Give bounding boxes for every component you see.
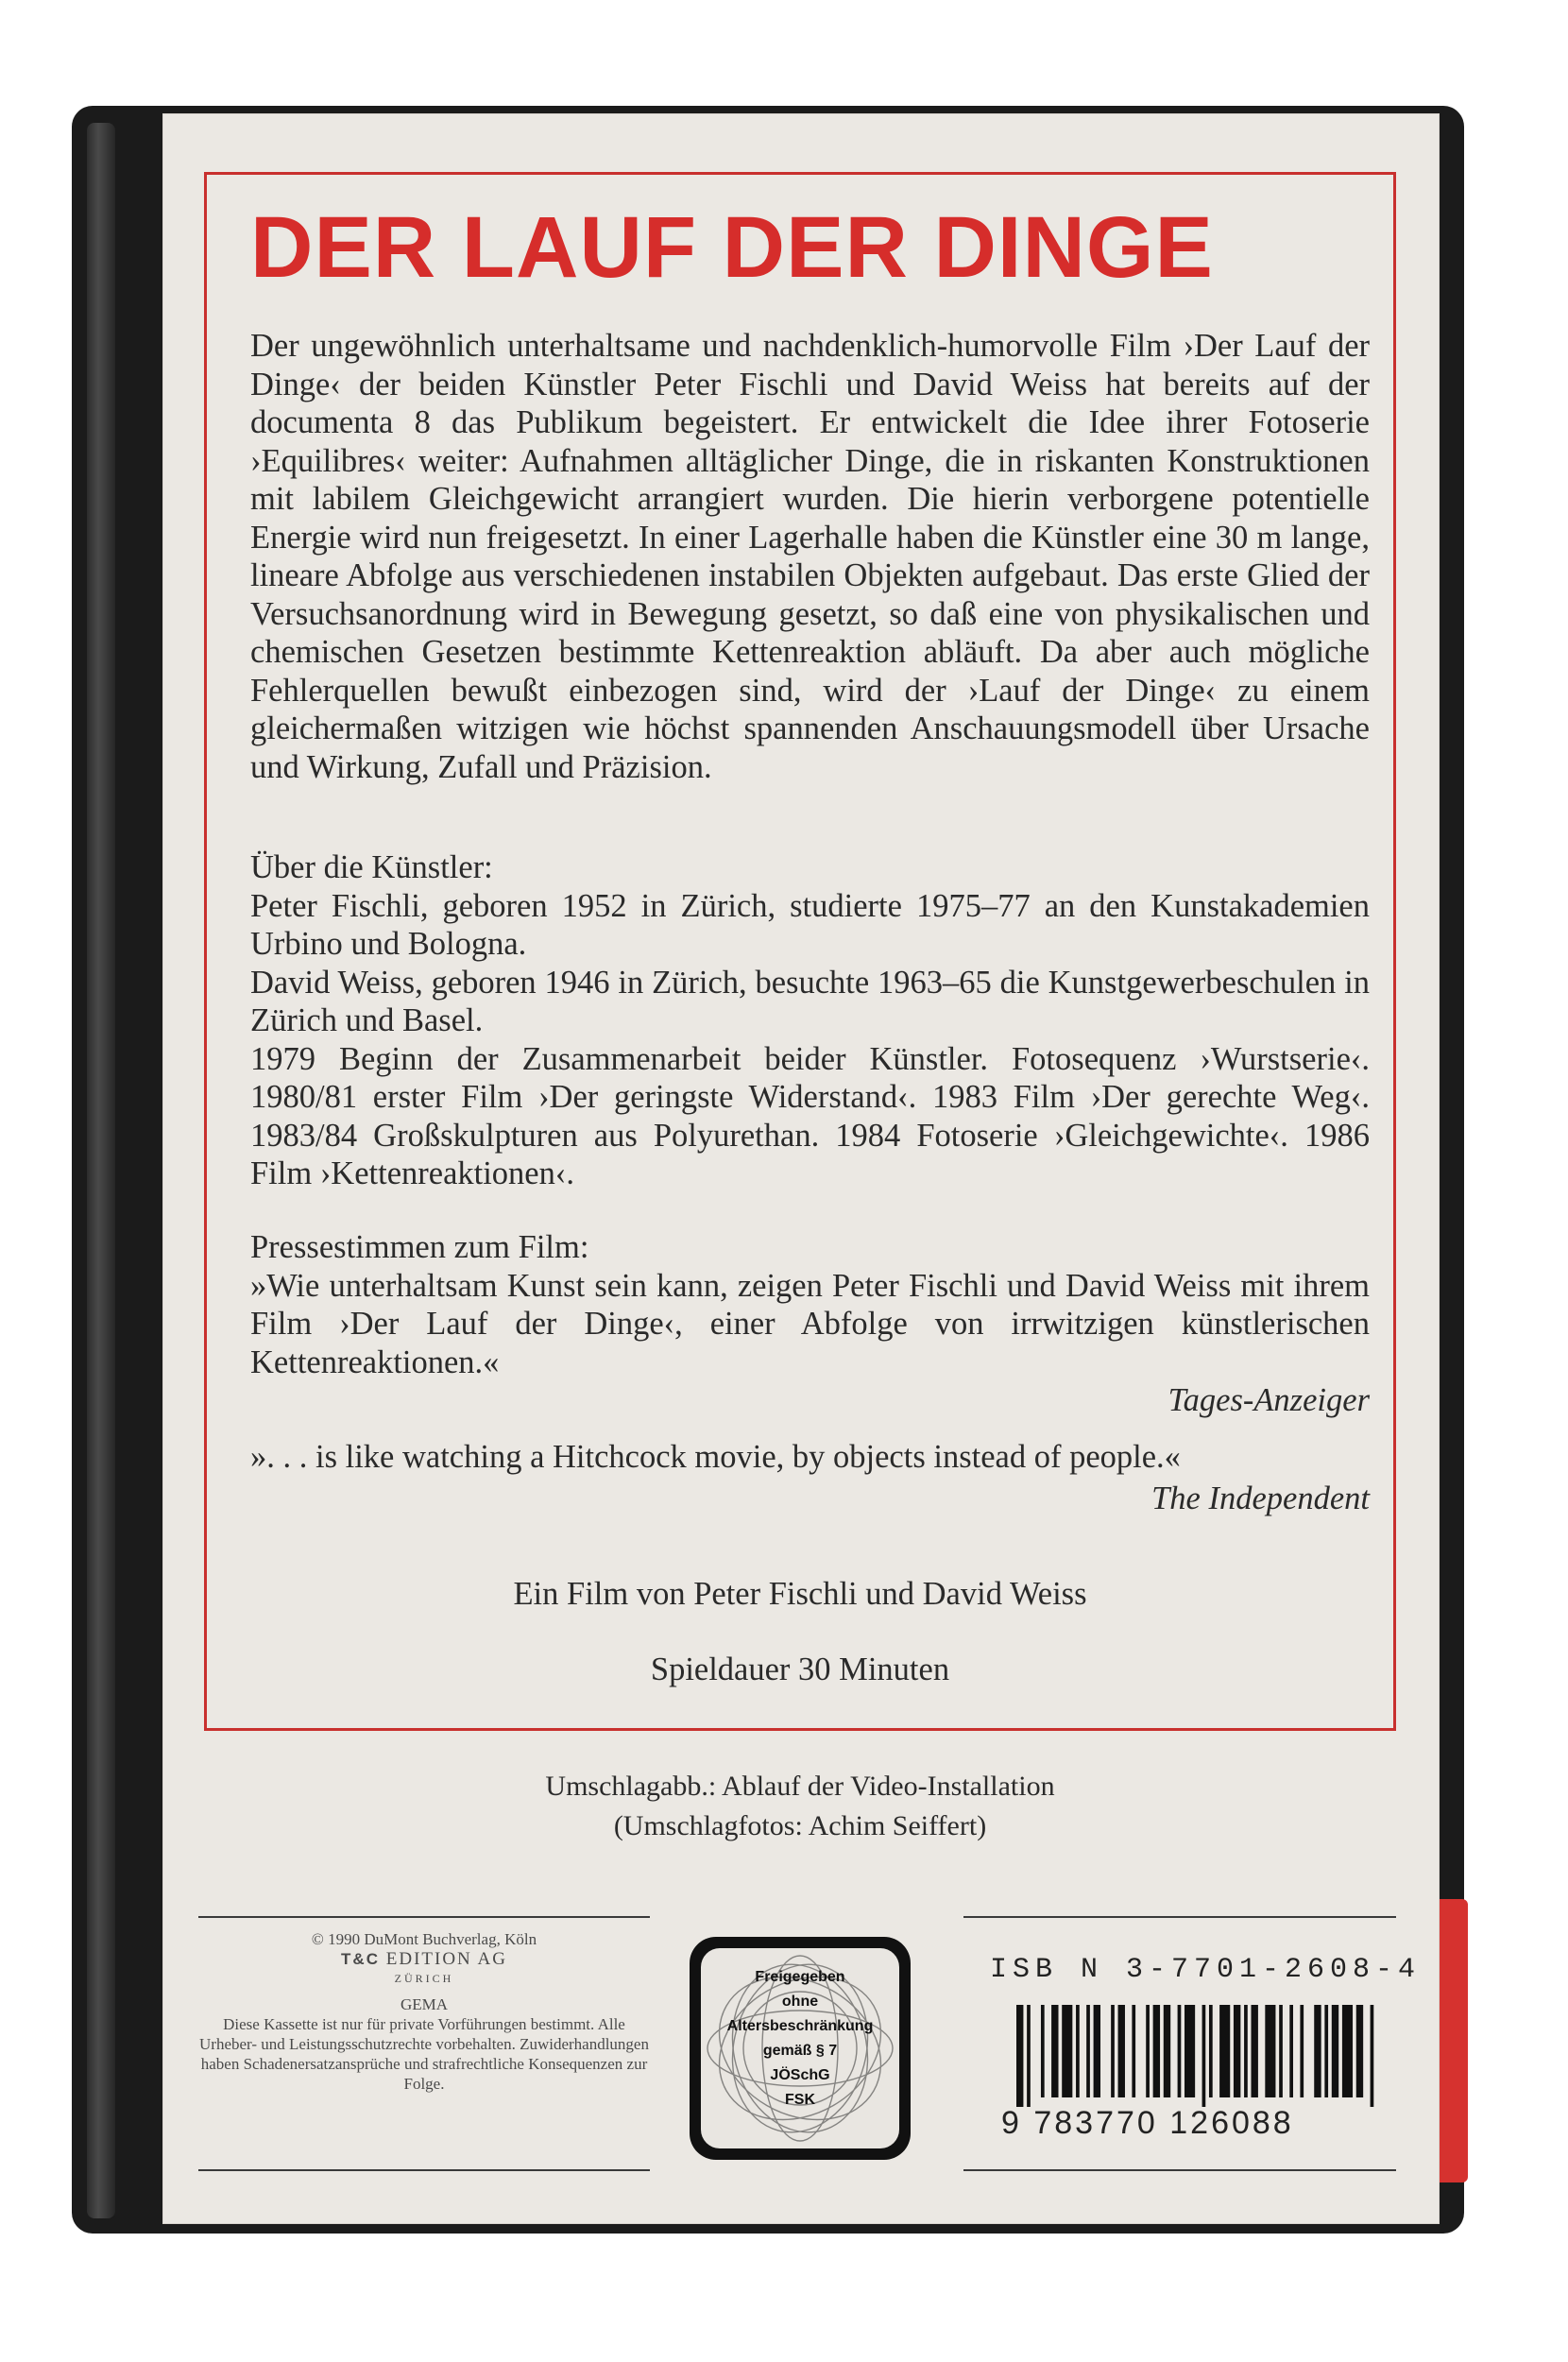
barcode-bar — [1332, 2005, 1338, 2097]
press-quote-1: »Wie unterhaltsam Kunst sein kann, zeigen Peter Fischli und David Weiss mit ihrem Film ›Der Lauf der Dinge‹, einer Abfolge von irrwitzigen künstlerischen Kettenreaktionen.« — [250, 1267, 1370, 1380]
fsk-rating-badge — [690, 1937, 911, 2160]
cover-note-line-2: (Umschlagfotos: Achim Seiffert) — [613, 1810, 987, 1841]
fsk-line-6: FSK — [785, 2092, 815, 2108]
barcode-bar — [1219, 2005, 1230, 2097]
press-heading: Pressestimmen zum Film: — [250, 1229, 589, 1265]
barcode — [1016, 2005, 1377, 2107]
barcode-bar — [1111, 2005, 1115, 2097]
runtime: Spieldauer 30 Minuten — [650, 1652, 950, 1687]
barcode-bar — [1251, 2005, 1257, 2097]
barcode-bar — [1094, 2005, 1100, 2097]
barcode-bar — [1300, 2005, 1304, 2097]
isbn-top-rule — [963, 1916, 1396, 1918]
barcode-bar — [1146, 2005, 1150, 2097]
barcode-bar — [1164, 2005, 1170, 2097]
barcode-bar — [1185, 2005, 1195, 2097]
fsk-line-2: ohne — [781, 1994, 819, 2010]
barcode-bar — [1062, 2005, 1072, 2097]
artist-bio-fischli: Peter Fischli, geboren 1952 in Zürich, studierte 1975–77 an den Kunstakademien Urbino und Bologna. — [250, 887, 1370, 962]
fsk-badge-inner — [701, 1948, 899, 2148]
legal-notice: Diese Kassette ist nur für private Vorführungen bestimmt. Alle Urheber- und Leistungsschutzrechte vorbehalten. Zuwiderhandlungen haben Schadenersatzansprüche und strafrechtliche Konsequenzen zur Folge. — [199, 2015, 649, 2093]
barcode-bar — [1118, 2005, 1125, 2097]
barcode-bar — [1076, 2005, 1080, 2097]
fsk-line-5: JÖSchG — [770, 2067, 830, 2083]
legal-top-rule — [198, 1916, 650, 1918]
publisher-name: EDITION AG — [385, 1949, 507, 1969]
press-source-1: Tages-Anzeiger — [1167, 1382, 1370, 1418]
film-credit: Ein Film von Peter Fischli und David Weiss — [513, 1576, 1087, 1612]
barcode-bar — [1371, 2005, 1374, 2107]
publisher-city: ZÜRICH — [394, 1972, 454, 1985]
press-quote-2-block — [250, 1436, 1370, 1519]
legal-bottom-rule — [198, 2169, 650, 2171]
publisher-line — [198, 1949, 650, 1969]
press-section — [250, 1228, 1370, 1420]
description-paragraph: Der ungewöhnlich unterhaltsame und nachdenklich-humorvolle Film ›Der Lauf der Dinge‹ der beiden Künstler Peter Fischli und David Weiss hat bereits auf der documenta 8 das Publikum begeistert. Er entwickelt die Idee ihrer Fotoserie ›Equilibres‹ weiter: Aufnahmen alltäglicher Dinge, die in riskanten Konstruktionen mit labilem Gleichgewicht arrangiert wurden. Die hierin verborgene potentielle Energie wird nun freigesetzt. In einer Lagerhalle haben die Künstler eine 30 m lange, lineare Abfolge aus verschiedenen instabilen Objekten aufgebaut. Das erste Glied der Versuchsanordnung wird in Bewegung gesetzt, so daß eine von physikalischen und chemischen Gesetzen bestimmte Kettenreaktion abläuft. Da aber auch mögliche Fehlerquellen bewußt einbezogen sind, wird der ›Lauf der Dinge‹ zu einem gleichermaßen witzigen wie höchst spannenden Anschauungsmodell über Ursache und Wirkung, Zufall und Präzision. — [250, 328, 1370, 785]
artists-heading: Über die Künstler: — [250, 849, 493, 885]
legal-block — [198, 1929, 650, 2094]
red-spine-tab — [1436, 1899, 1468, 2182]
artists-chronology: 1979 Beginn der Zusammenarbeit beider Künstler. Fotosequenz ›Wurstserie‹. 1980/81 erster Film ›Der geringste Widerstand‹. 1983 Film ›Der gerechte Weg‹. 1983/84 Großskulpturen aus Polyurethan. 1984 Fotoserie ›Gleichgewichte‹. 1986 Film ›Kettenreaktionen‹. — [250, 1040, 1370, 1191]
artists-section — [250, 848, 1370, 1193]
ean-number: 9 783770 126088 — [1001, 2105, 1294, 2141]
fsk-line-1: Freigegeben — [755, 1969, 845, 1985]
barcode-bar — [1202, 2005, 1206, 2107]
barcode-bar — [1132, 2005, 1135, 2097]
barcode-bar — [1234, 2005, 1240, 2097]
barcode-bar — [1041, 2005, 1045, 2097]
barcode-bar — [1027, 2005, 1031, 2107]
title: DER LAUF DER DINGE — [250, 199, 1214, 296]
case-spine-edge — [87, 123, 115, 2218]
publisher-logo: T&C — [341, 1950, 380, 1968]
press-quote-2: ». . . is like watching a Hitchcock movie, by objects instead of people.« — [250, 1439, 1181, 1475]
barcode-bar — [1279, 2005, 1283, 2097]
barcode-bar — [1051, 2005, 1058, 2097]
cover-note-line-1: Umschlagabb.: Ablauf der Video-Installation — [545, 1771, 1055, 1802]
barcode-bar — [1153, 2005, 1160, 2097]
barcode-bar — [1342, 2005, 1353, 2097]
barcode-bar — [1314, 2005, 1321, 2097]
barcode-bar — [1289, 2005, 1293, 2097]
fsk-text — [701, 1965, 899, 2113]
isbn-bottom-rule — [963, 2169, 1396, 2171]
barcode-bar — [1324, 2005, 1328, 2097]
barcode-bar — [1178, 2005, 1182, 2097]
artist-bio-weiss: David Weiss, geboren 1946 in Zürich, besuchte 1963–65 die Kunstgewerbeschulen in Zürich und Basel. — [250, 964, 1370, 1038]
cover-note — [204, 1767, 1396, 1846]
fsk-line-3: Altersbeschränkung — [726, 2018, 874, 2034]
press-source-2: The Independent — [1151, 1481, 1370, 1516]
barcode-bar — [1209, 2005, 1213, 2097]
barcode-bar — [1086, 2005, 1090, 2097]
gema-label: GEMA — [400, 1995, 449, 2013]
barcode-bar — [1016, 2005, 1023, 2107]
barcode-bar — [1356, 2005, 1363, 2097]
copyright-line: © 1990 DuMont Buchverlag, Köln — [311, 1930, 537, 1948]
barcode-bar — [1244, 2005, 1248, 2097]
fsk-line-4: gemäß § 7 — [762, 2043, 838, 2059]
barcode-bar — [1265, 2005, 1275, 2097]
isbn-number: ISB N 3-7701-2608-4 — [990, 1954, 1422, 1986]
